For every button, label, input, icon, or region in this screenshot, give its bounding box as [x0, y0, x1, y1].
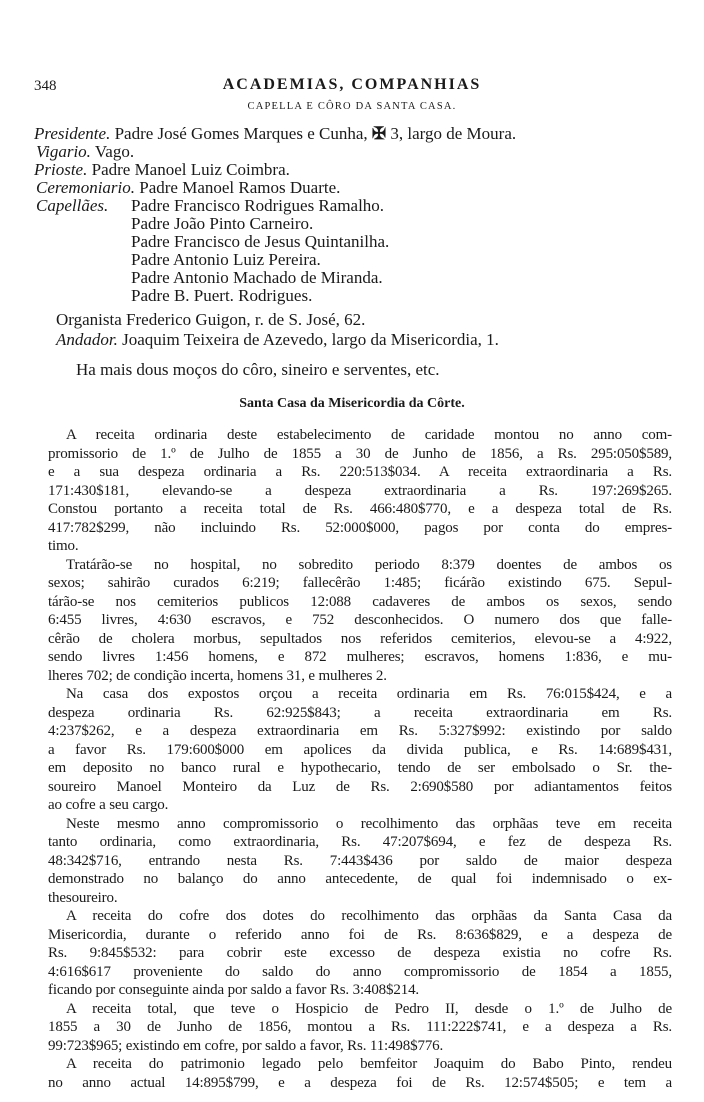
entry-prioste	[34, 160, 290, 180]
body-line: Rs. 9:845$532: para cobrir este excesso de despeza existia no cofre Rs.	[48, 945, 672, 961]
cross-icon: ✠	[371, 124, 387, 143]
body-line: a favor Rs. 179:600$000 em apolices da divida publica, e Rs. 14:689$431,	[48, 741, 672, 758]
body-line: 417:782$299, não incluindo Rs. 52:000$000, pagos por conta do empres-	[48, 519, 672, 536]
entry-organista: Organista Frederico Guigon, r. de S. José, 62.	[56, 310, 366, 329]
body-line: thesoureiro.	[48, 889, 118, 906]
section-title: CAPELLA E CÔRO DA SANTA CASA.	[247, 101, 457, 112]
body-line: ficando por conseguinte ainda por saldo a favor Rs. 3:408$214.	[48, 982, 420, 998]
body-line: 4:616$617 proveniente do saldo do anno compromissorio de 1854 a 1855,	[48, 963, 672, 980]
body-line: 1855 a 30 de Junho de 1856, montou a Rs. 111:222$741, e a despeza a Rs.	[48, 1019, 672, 1035]
entry-text: Padre José Gomes Marques e Cunha,	[114, 124, 368, 143]
entry-capellaes-label	[36, 196, 108, 216]
body-line: e a sua despeza ordinaria a Rs. 220:513$034. A receita extraordinaria a Rs.	[48, 464, 672, 480]
body-line: A receita ordinaria deste estabelecimento de caridade montou no anno com-	[66, 427, 672, 443]
entry-vigario	[36, 142, 134, 162]
body-line: Constou portanto a receita total de Rs. 466:480$770, e a despeza total de Rs.	[48, 501, 672, 517]
role-label: Vigario.	[36, 142, 91, 161]
body-line: 99:723$965; existindo em cofre, por saldo a favor, Rs. 11:498$776.	[48, 1037, 444, 1054]
body-line: no anno actual 14:895$799, e a despeza foi de Rs. 12:574$505; e tem a	[48, 1074, 672, 1091]
body-line: demonstrado no balanço do anno antecedente, de qual foi indemnisado o ex-	[48, 871, 672, 887]
body-line: Tratárão-se no hospital, no sobredito periodo 8:379 doentes de ambos os	[66, 556, 672, 573]
body-line: em deposito no banco rural e hypothecario, tendo de ser embolsado o Sr. the-	[48, 760, 672, 776]
body-line: soureiro Manoel Monteiro da Luz de Rs. 2:690$580 por adiantamentos feitos	[48, 778, 672, 795]
body-line: lheres 702; de condição incerta, homens 31, e mulheres 2.	[48, 667, 387, 684]
body-line: 171:430$181, elevando-se a despeza extraordinaria a Rs. 197:269$265.	[48, 482, 672, 499]
body-line: 4:237$262, e a despeza extraordinaria em Rs. 5:327$992: existindo por saldo	[48, 723, 672, 739]
body-line: despeza ordinaria Rs. 62:925$843; a receita extraordinaria em Rs.	[48, 704, 672, 721]
body-line: Na casa dos expostos orçou a receita ordinaria em Rs. 76:015$424, e a	[66, 686, 672, 702]
entry-ceremoniario	[36, 178, 340, 198]
body-line: cêrão de cholera morbus, sepultados nos referidos cemiterios, elevou-se a 4:922,	[48, 630, 672, 647]
role-label: Andador.	[56, 330, 118, 349]
body-text	[48, 426, 672, 1092]
body-line: sendo livres 1:456 homens, e 872 mulheres; escravos, homens 1:836, e mu-	[48, 649, 672, 665]
entry-text: Vago.	[94, 142, 135, 161]
body-line: 48:342$716, entrando nesta Rs. 7:443$436 por saldo de maior despeza	[48, 852, 672, 869]
role-label: Presidente.	[34, 124, 111, 143]
body-line: tárão-se nos cemiterios publicos 12:088 cadaveres de ambos os sexos, sendo	[48, 593, 672, 610]
body-line: ao cofre a seu cargo.	[48, 797, 169, 813]
body-line: sexos; sahirão curados 6:219; fallecêrão 1:485; ficárão existindo 675. Sepul-	[48, 575, 672, 591]
page-number: 348	[34, 78, 57, 94]
running-head: ACADEMIAS, COMPANHIAS	[222, 76, 482, 93]
entry-andador	[56, 330, 499, 350]
capellao-item: Padre B. Puert. Rodrigues.	[131, 286, 313, 305]
entry-presidente	[34, 124, 516, 144]
body-line: A receita do patrimonio legado pelo bemfeitor Joaquim do Babo Pinto, rendeu	[66, 1056, 672, 1072]
body-line: tanto ordinaria, como extraordinaria, Rs. 47:207$694, e fez de despeza Rs.	[48, 834, 672, 850]
body-line: A receita do cofre dos dotes do recolhimento das orphãas da Santa Casa da	[66, 908, 672, 924]
entry-text: Padre Manoel Luiz Coimbra.	[91, 160, 290, 179]
entry-text: Padre Manoel Ramos Duarte.	[139, 178, 341, 197]
capellao-item: Padre Antonio Machado de Miranda.	[131, 268, 383, 287]
entry-text: Joaquim Teixeira de Azevedo, largo da Misericordia, 1.	[122, 330, 499, 349]
role-label: Ceremoniario.	[36, 178, 136, 197]
capellao-item: Padre João Pinto Carneiro.	[131, 214, 314, 233]
body-line: 6:455 livres, 4:630 escravos, e 752 desconhecidos. O numero dos que falle-	[48, 612, 672, 628]
entry-address: 3, largo de Moura.	[390, 124, 517, 143]
capellao-item: Padre Francisco de Jesus Quintanilha.	[131, 232, 390, 251]
body-line: Misericordia, durante o referido anno foi de Rs. 8:636$829, e a despeza de	[48, 926, 672, 943]
body-line: timo.	[48, 538, 79, 554]
subheading: Santa Casa da Misericordia da Côrte.	[239, 396, 465, 411]
role-label: Prioste.	[34, 160, 88, 179]
body-line: promissorio de 1.º de Julho de 1855 a 30 de Junho de 1856, a Rs. 295:050$589,	[48, 445, 672, 462]
capellao-item: Padre Antonio Luiz Pereira.	[131, 250, 321, 269]
note-text: Ha mais dous moços do côro, sineiro e serventes, etc.	[76, 360, 440, 379]
role-label: Capellães.	[36, 196, 109, 215]
body-line: A receita total, que teve o Hospicio de Pedro II, desde o 1.º de Julho de	[66, 1000, 672, 1017]
body-line: Neste mesmo anno compromissorio o recolhimento das orphãas teve em receita	[66, 815, 672, 832]
capellao-item: Padre Francisco Rodrigues Ramalho.	[131, 196, 385, 215]
